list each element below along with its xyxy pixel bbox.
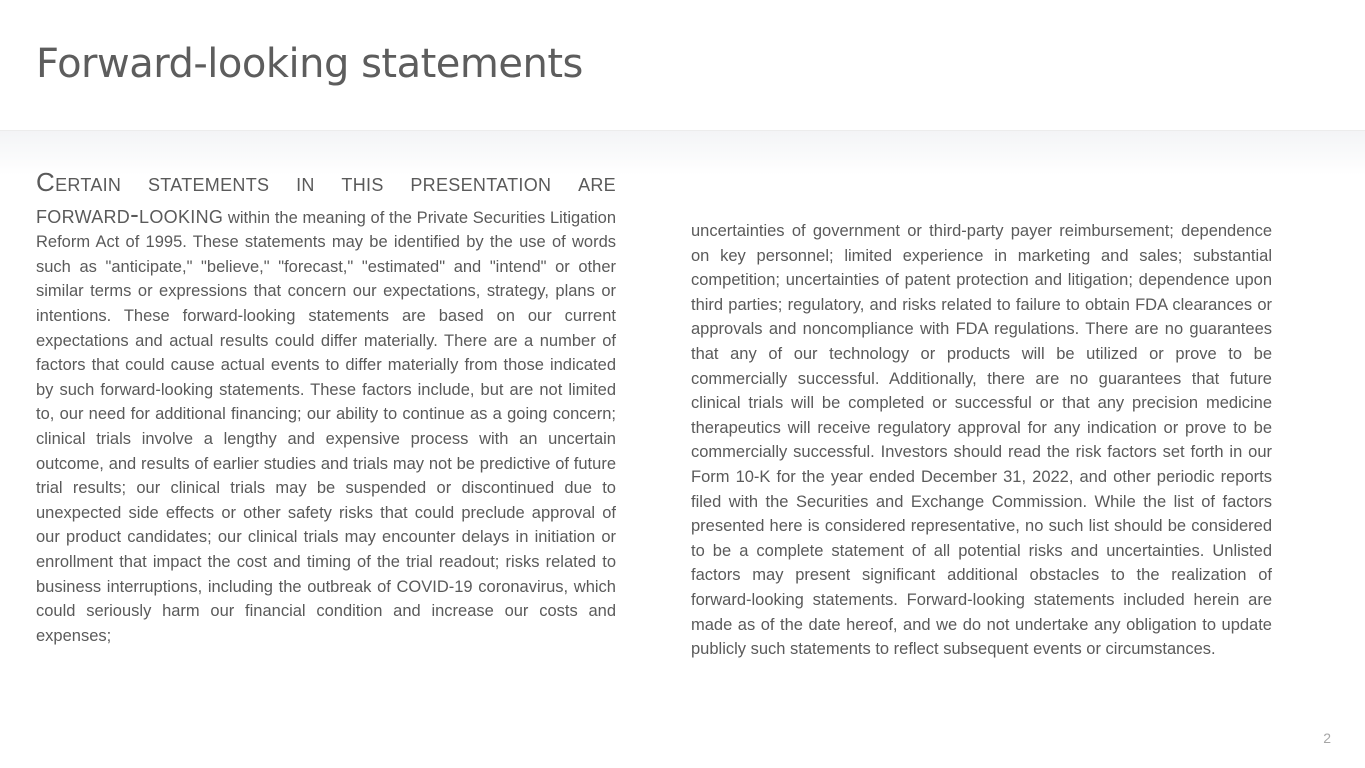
left-paragraph: [36, 167, 616, 648]
lead-in-small-caps: Certain statements in this presentation are forward-looking: [36, 167, 616, 229]
right-text-column: [691, 219, 1272, 662]
slide-header: [0, 0, 1365, 131]
right-body-text: uncertainties of government or third-party payer reimbursement; dependence on key personnel; limited experience in marketing and sales; substantial competition; uncertainties of patent protection and litigation; dependence upon third parties; regulatory, and risks related to failure to obtain FDA clearances or approvals and noncompliance with FDA regulations. There are no guarantees that any of our technology or products will be utilized or prove to be commercially successful. Additionally, there are no guarantees that future clinical trials will be completed or successful or that any precision medicine therapeutics will receive regulatory approval for any indication or prove to be commercially successful. Investors should read the risk factors set forth in our Form 10-K for the year ended December 31, 2022, and other periodic reports filed with the Securities and Exchange Commission. While the list of factors presented here is considered representative, no such list should be considered to be a complete statement of all potential risks and uncertainties. Unlisted factors may present significant additional obstacles to the realization of forward-looking statements. Forward-looking statements included herein are made as of the date hereof, and we do not undertake any obligation to update publicly such statements to reflect subsequent events or circumstances.: [691, 222, 1272, 659]
left-text-column: [36, 167, 616, 648]
left-body-text: within the meaning of the Private Securities Litigation Reform Act of 1995. These statements may be identified by the use of words such as "anticipate," "believe," "forecast," "estimated" and "intend" or other similar terms or expressions that concern our expectations, strategy, plans or intentions. These forward-looking statements are based on our current expectations and actual results could differ materially. There are a number of factors that could cause actual events to differ materially from those indicated by such forward-looking statements. These factors include, but are not limited to, our need for additional financing; our ability to continue as a going concern; clinical trials involve a lengthy and expensive process with an uncertain outcome, and results of earlier studies and trials may not be predictive of future trial results; our clinical trials may be suspended or discontinued due to unexpected side effects or other safety risks that could preclude approval of our product candidates; our clinical trials may encounter delays in initiation or enrollment that impact the cost and timing of the trial readout; risks related to business interruptions, including the outbreak of COVID-19 coronavirus, which could seriously harm our financial condition and increase our costs and expenses;: [36, 208, 616, 645]
slide-title: Forward-looking statements: [36, 41, 583, 87]
page-number: 2: [1323, 730, 1331, 746]
